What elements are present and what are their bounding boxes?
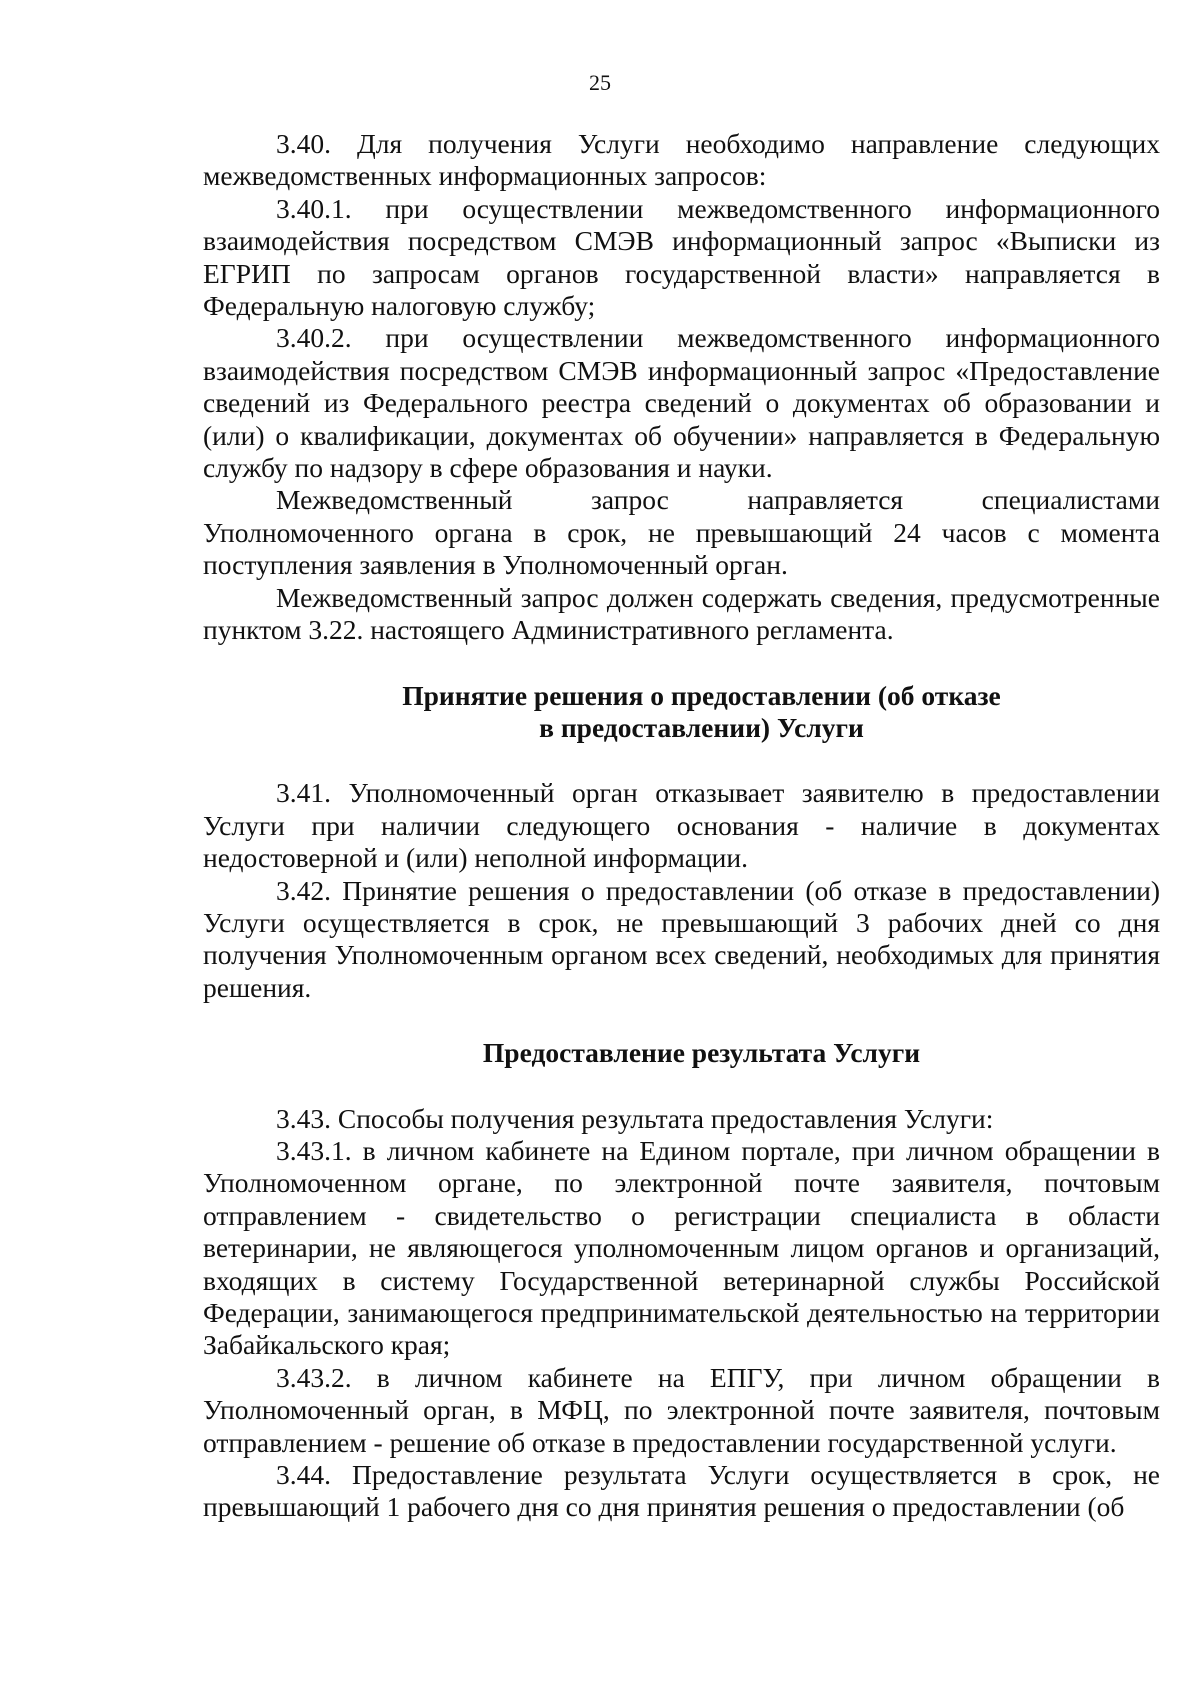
paragraph-3-43-2: 3.43.2. в личном кабинете на ЕПГУ, при личном обращении в Уполномоченный орган, в МФЦ, по электронной почте заявителя, почтовым отправлением - решение об отказе в предоставлении государственной услуги. bbox=[203, 1361, 1160, 1458]
paragraph-3-40-2: 3.40.2. при осуществлении межведомственного информационного взаимодействия посредством СМЭВ информационный запрос «Предоставление сведений из Федерального реестра сведений о документах об образовании и (или) о квалификации, документах об обучении» направляется в Федеральную службу по надзору в сфере образования и науки. bbox=[203, 322, 1160, 484]
page-number: 25 bbox=[589, 70, 611, 95]
paragraph-3-40: 3.40. Для получения Услуги необходимо направление следующих межведомственных информационных запросов: bbox=[203, 128, 1160, 192]
paragraph-3-41: 3.41. Уполномоченный орган отказывает заявителю в предоставлении Услуги при наличии следующего основания - наличие в документах недостоверной и (или) неполной информации. bbox=[203, 777, 1160, 874]
document-body bbox=[203, 128, 1160, 1524]
section-heading-decision-line-1: Принятие решения о предоставлении (об отказе bbox=[402, 679, 1001, 711]
paragraph-request-content: Межведомственный запрос должен содержать сведения, предусмотренные пунктом 3.22. настоящего Административного регламента. bbox=[203, 581, 1160, 646]
paragraph-request-sent: Межведомственный запрос направляется специалистами Уполномоченного органа в срок, не превышающий 24 часов с момента поступления заявления в Уполномоченный орган. bbox=[203, 484, 1160, 581]
paragraph-3-40-1: 3.40.1. при осуществлении межведомственного информационного взаимодействия посредством СМЭВ информационный запрос «Выписки из ЕГРИП по запросам органов государственной власти» направляется в Федеральную налоговую службу; bbox=[203, 192, 1160, 322]
section-heading-result: Предоставление результата Услуги bbox=[482, 1037, 921, 1069]
paragraph-3-43-1: 3.43.1. в личном кабинете на Едином портале, при личном обращении в Уполномоченном органе, по электронной почте заявителя, почтовым отправлением - свидетельство о регистрации специалиста в области ветеринарии, не являющегося уполномоченным лицом органов и организаций, входящих в систему Государственной ветеринарной службы Российской Федерации, занимающегося предпринимательской деятельностью на территории Забайкальского края; bbox=[203, 1134, 1160, 1361]
paragraph-3-43: 3.43. Способы получения результата предоставления Услуги: bbox=[276, 1102, 994, 1134]
paragraph-3-44: 3.44. Предоставление результата Услуги осуществляется в срок, не превышающий 1 рабочего дня со дня принятия решения о предоставлении (об bbox=[203, 1459, 1160, 1523]
section-heading-decision bbox=[203, 680, 1160, 745]
section-heading-decision-line-2: в предоставлении) Услуги bbox=[539, 711, 864, 743]
paragraph-3-42: 3.42. Принятие решения о предоставлении (об отказе в предоставлении) Услуги осуществляется в срок, не превышающий 3 рабочих дней со дня получения Уполномоченным органом всех сведений, необходимых для принятия решения. bbox=[203, 874, 1160, 1003]
